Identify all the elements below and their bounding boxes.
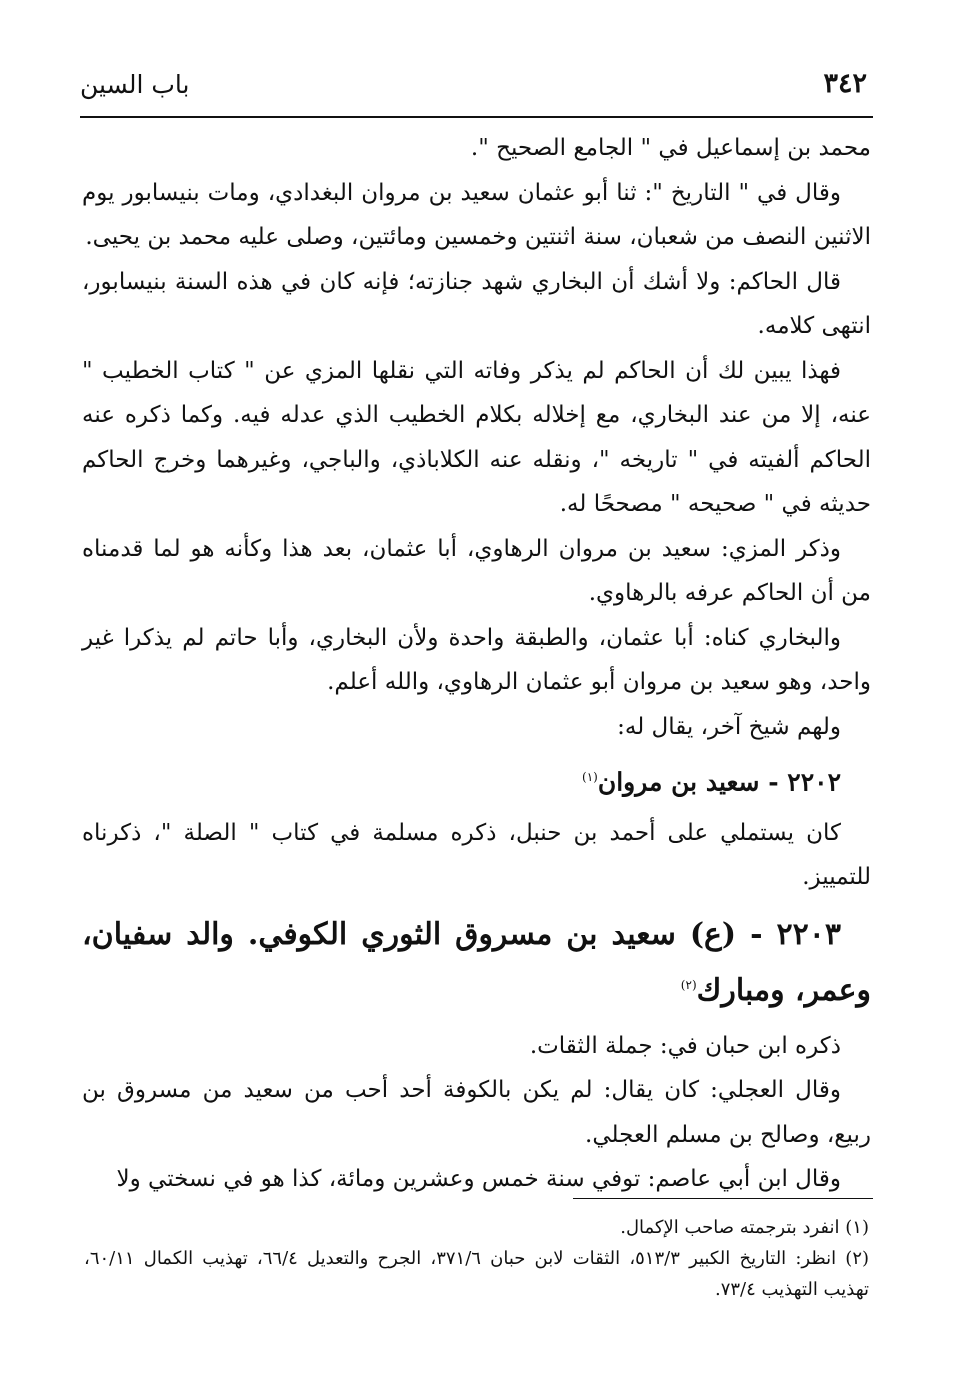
paragraph: وقال في " التاريخ ": ثنا أبو عثمان سعيد بن مروان البغدادي، ومات بنيسابور يوم الاثنين النصف من شعبان، سنة اثنتين وخمسين ومائتين، وصلى عليه محمد بن يحيى. bbox=[82, 179, 871, 250]
paragraph: ذكره ابن حبان في: جملة الثقات. bbox=[529, 1032, 841, 1059]
running-title: باب السين bbox=[80, 70, 190, 99]
footnote-ref: (١) bbox=[582, 770, 598, 784]
paragraph: ولهم شيخ آخر، يقال له: bbox=[617, 713, 841, 740]
paragraph: وقال العجلي: كان يقال: لم يكن بالكوفة أحد أحب من سعيد من مسروق بن ربيع، وصالح بن مسلم العجلي. bbox=[82, 1077, 871, 1148]
page-number: ٣٤٢ bbox=[823, 68, 867, 99]
entry-heading-text: ٢٢٠٢ - سعيد بن مروان bbox=[597, 767, 841, 797]
footnotes bbox=[84, 1212, 869, 1305]
entry-2202-text: كان يستملي على أحمد بن حنبل، ذكره مسلمة في كتاب " الصلة "، ذكرناه للتمييز. bbox=[82, 819, 871, 891]
footnote: (١) انفرد بترجمته صاحب الإكمال. bbox=[620, 1217, 869, 1238]
paragraph: فهذا يبين لك أن الحاكم لم يذكر وفاته التي نقلها المزي عن " كتاب الخطيب " عنه، إلا من عند البخاري، مع إخلاله بكلام الخطيب الذي عدله فيه. وكما ذكره عنه الحاكم ألفيته في " تاريخه "، ونقله عنه الكلاباذي، والباجي، وغيرهما وخرج الحاكم حديثه في " صحيحه " مصححًا له. bbox=[82, 357, 871, 517]
footnote-ref: (٢) bbox=[680, 977, 697, 992]
paragraph: وذكر المزي: سعيد بن مروان الرهاوي، أبا عثمان، بعد هذا وكأنه هو لما قدمناه من أن الحاكم عرفه بالرهاوي. bbox=[82, 535, 871, 606]
entry-heading-2202 bbox=[82, 755, 871, 805]
paragraph: والبخاري كناه: أبا عثمان، والطبقة واحدة ولأن البخاري، وأبا حاتم لم يذكرا غير واحد، وهو سعيد بن مروان أبو عثمان الرهاوي، والله أعلم. bbox=[82, 624, 871, 695]
paragraph: قال الحاكم: ولا أشك أن البخاري شهد جنازته؛ فإنه كان في هذه السنة بنيسابور، انتهى كلامه. bbox=[82, 268, 871, 339]
page-header bbox=[80, 62, 873, 118]
footnote-divider bbox=[573, 1198, 873, 1199]
footnote: (٢) انظر: التاريخ الكبير ٥١٣/٣، الثقات لابن حبان ٣٧١/٦، الجرح والتعديل ٦٦/٤، تهذيب الكمال ٦٠/١١، تهذيب التهذيب ٧٣/٤. bbox=[84, 1248, 870, 1300]
main-text bbox=[82, 126, 871, 1202]
paragraph: محمد بن إسماعيل في " الجامع الصحيح ". bbox=[470, 135, 871, 161]
entry-heading-2203 bbox=[82, 910, 871, 1016]
paragraph: وقال ابن أبي عاصم: توفي سنة خمس وعشرين ومائة، كذا هو في نسختي ولا bbox=[116, 1166, 841, 1193]
entry-heading-text: ٢٢٠٣ - (ع) سعيد بن مسروق الثوري الكوفي. والد سفيان، وعمر، ومبارك bbox=[82, 916, 871, 1008]
